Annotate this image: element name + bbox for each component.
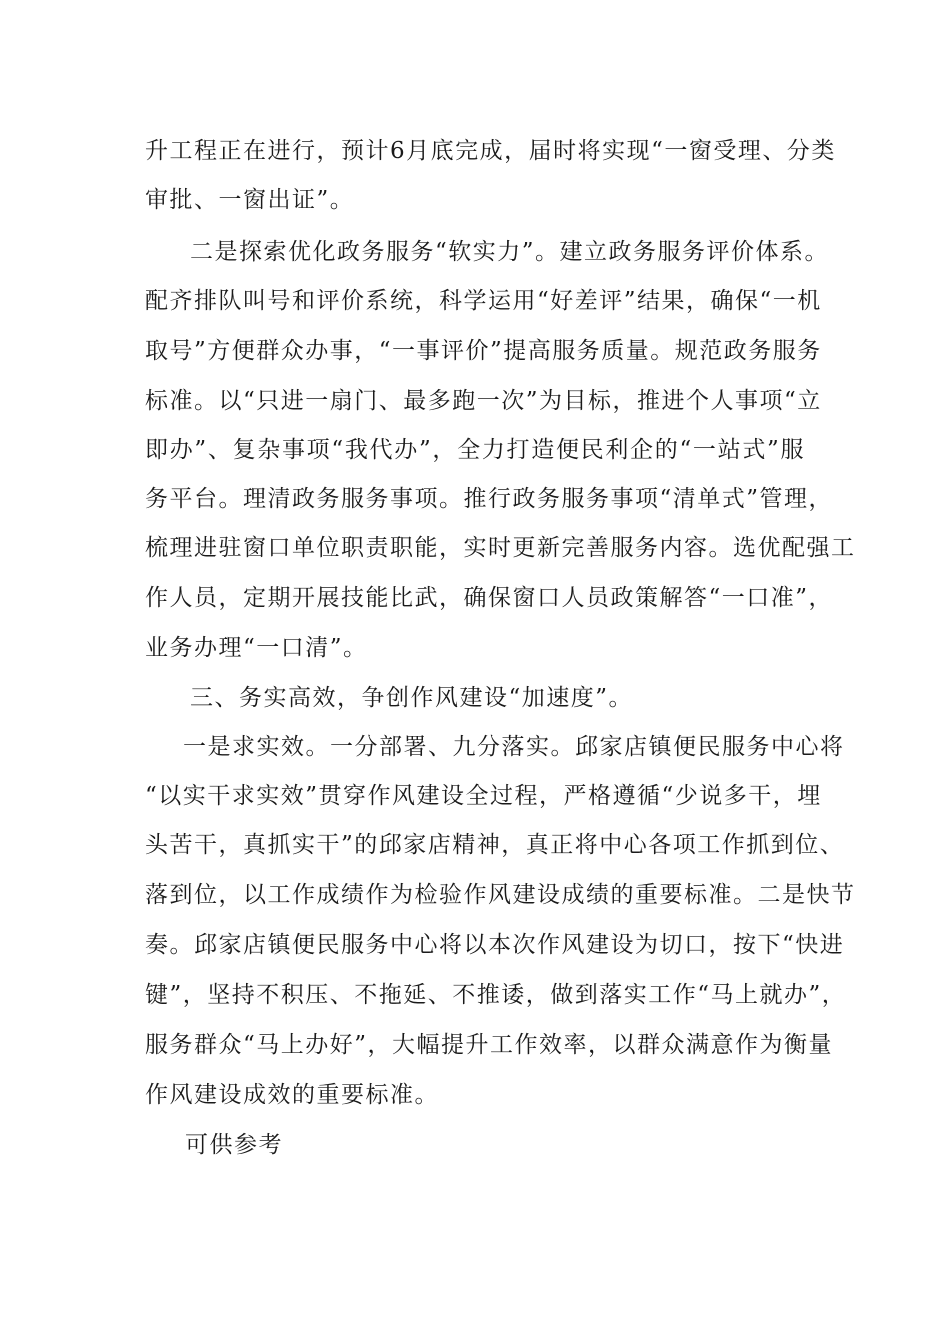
text-line: 作风建设成效的重要标准。 — [145, 1082, 439, 1108]
text-line: 即办”、复杂事项“我代办”，全力打造便民利企的“一站式”服 — [145, 437, 805, 463]
text-line: 取号”方便群众办事，“一事评价”提高服务质量。规范政务服务 — [145, 338, 822, 364]
text-line: 梳理进驻窗口单位职责职能，实时更新完善服务内容。选优配强工 — [145, 535, 856, 561]
text-line: 升工程正在进行，预计6月底完成，届时将实现“一窗受理、分类 — [145, 138, 836, 164]
text-line: 头苦干，真抓实干”的邱家店精神，真正将中心各项工作抓到位、 — [145, 832, 845, 858]
text-line: 务平台。理清政务服务事项。推行政务服务事项“清单式”管理， — [145, 486, 834, 512]
text-line: 落到位，以工作成绩作为检验作风建设成绩的重要标准。二是快节 — [145, 882, 856, 908]
text-line: 业务办理“一口清”。 — [145, 635, 368, 661]
section-heading: 三、务实高效，争创作风建设“加速度”。 — [190, 685, 634, 711]
closing-note: 可供参考 — [185, 1132, 283, 1158]
text-line: 服务群众“马上办好”，大幅提升工作效率，以群众满意作为衡量 — [145, 1032, 834, 1058]
text-line: 配齐排队叫号和评价系统，科学运用“好差评”结果，确保“一机 — [145, 288, 822, 314]
text-line: 键”，坚持不积压、不拖延、不推诿，做到落实工作“马上就办”， — [145, 982, 847, 1008]
text-line: 奏。邱家店镇便民服务中心将以本次作风建设为切口，按下“快进 — [145, 932, 845, 958]
text-line: 二是探索优化政务服务“软实力”。建立政务服务评价体系。 — [190, 239, 830, 265]
text-line: 标准。以“只进一扇门、最多跑一次”为目标，推进个人事项“立 — [145, 388, 822, 414]
text-line: 作人员，定期开展技能比武，确保窗口人员政策解答“一口准”， — [145, 585, 834, 611]
text-line: “以实干求实效”贯穿作风建设全过程，严格遵循“少说多干，埋 — [145, 783, 822, 809]
text-line: 一是求实效。一分部署、九分落实。邱家店镇便民服务中心将 — [183, 734, 845, 760]
text-line: 审批、一窗出证”。 — [145, 187, 355, 213]
